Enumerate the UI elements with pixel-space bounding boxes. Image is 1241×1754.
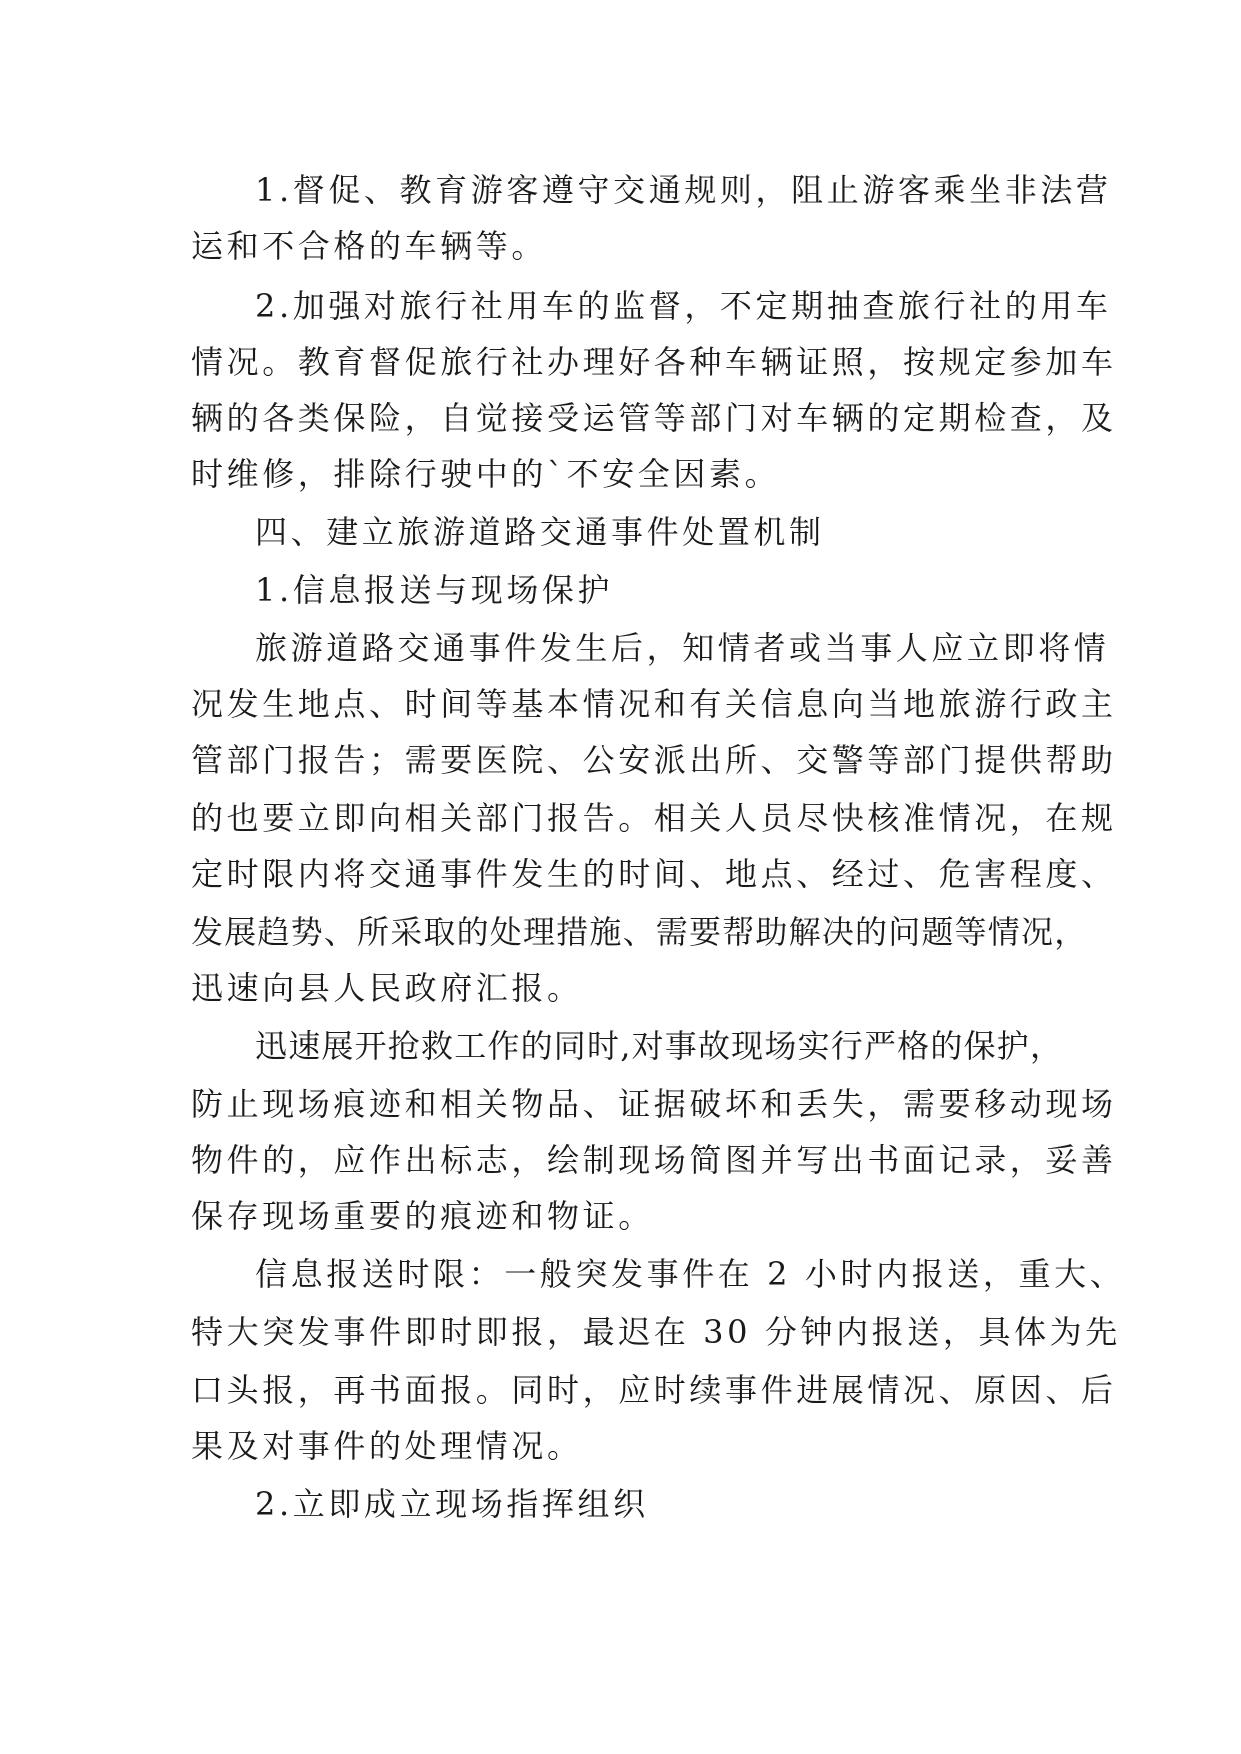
paragraph-line: 情况。教育督促旅行社办理好各种车辆证照，按规定参加车	[191, 343, 1117, 381]
paragraph-line: 辆的各类保险，自觉接受运管等部门对车辆的定期检查，及	[191, 399, 1117, 437]
paragraph-line: 保存现场重要的痕迹和物证。	[191, 1197, 654, 1235]
paragraph-line: 信息报送时限：一般突发事件在 2 小时内报送，重大、	[255, 1255, 1126, 1293]
paragraph-line: 物件的，应作出标志，绘制现场简图并写出书面记录，妥善	[191, 1141, 1117, 1179]
paragraph-line: 果及对事件的处理情况。	[191, 1427, 583, 1465]
paragraph-line: 旅游道路交通事件发生后，知情者或当事人应立即将情	[255, 629, 1110, 667]
paragraph-line: 的也要立即向相关部门报告。相关人员尽快核准情况，在规	[191, 799, 1117, 837]
subsection-heading: 1.信息报送与现场保护	[255, 571, 614, 609]
paragraph-line: 定时限内将交通事件发生的时间、地点、经过、危害程度、	[191, 855, 1117, 893]
paragraph-line: 口头报，再书面报。同时，应时续事件进展情况、原因、后	[191, 1371, 1117, 1409]
paragraph-line: 1.督促、教育游客遵守交通规则，阻止游客乘坐非法营	[255, 171, 1112, 209]
paragraph-line: 防止现场痕迹和相关物品、证据破坏和丢失，需要移动现场	[191, 1085, 1117, 1123]
paragraph-line: 况发生地点、时间等基本情况和有关信息向当地旅游行政主	[191, 685, 1117, 723]
paragraph-line: 发展趋势、所采取的处理措施、需要帮助解决的问题等情况，	[191, 913, 1088, 951]
paragraph-line: 迅速展开抢救工作的同时,对事故现场实行严格的保护，	[255, 1027, 1064, 1065]
paragraph-line: 特大突发事件即时即报，最迟在 30 分钟内报送，具体为先	[191, 1313, 1121, 1351]
paragraph-line: 迅速向县人民政府汇报。	[191, 969, 583, 1007]
section-heading: 四、建立旅游道路交通事件处置机制	[255, 513, 825, 551]
paragraph-line: 时维修，排除行驶中的`不安全因素。	[191, 455, 781, 493]
subsection-heading: 2.立即成立现场指挥组织	[255, 1485, 649, 1523]
paragraph-line: 运和不合格的车辆等。	[191, 227, 548, 265]
paragraph-line: 2.加强对旅行社用车的监督，不定期抽查旅行社的用车	[255, 287, 1112, 325]
paragraph-line: 管部门报告；需要医院、公安派出所、交警等部门提供帮助	[191, 741, 1117, 779]
